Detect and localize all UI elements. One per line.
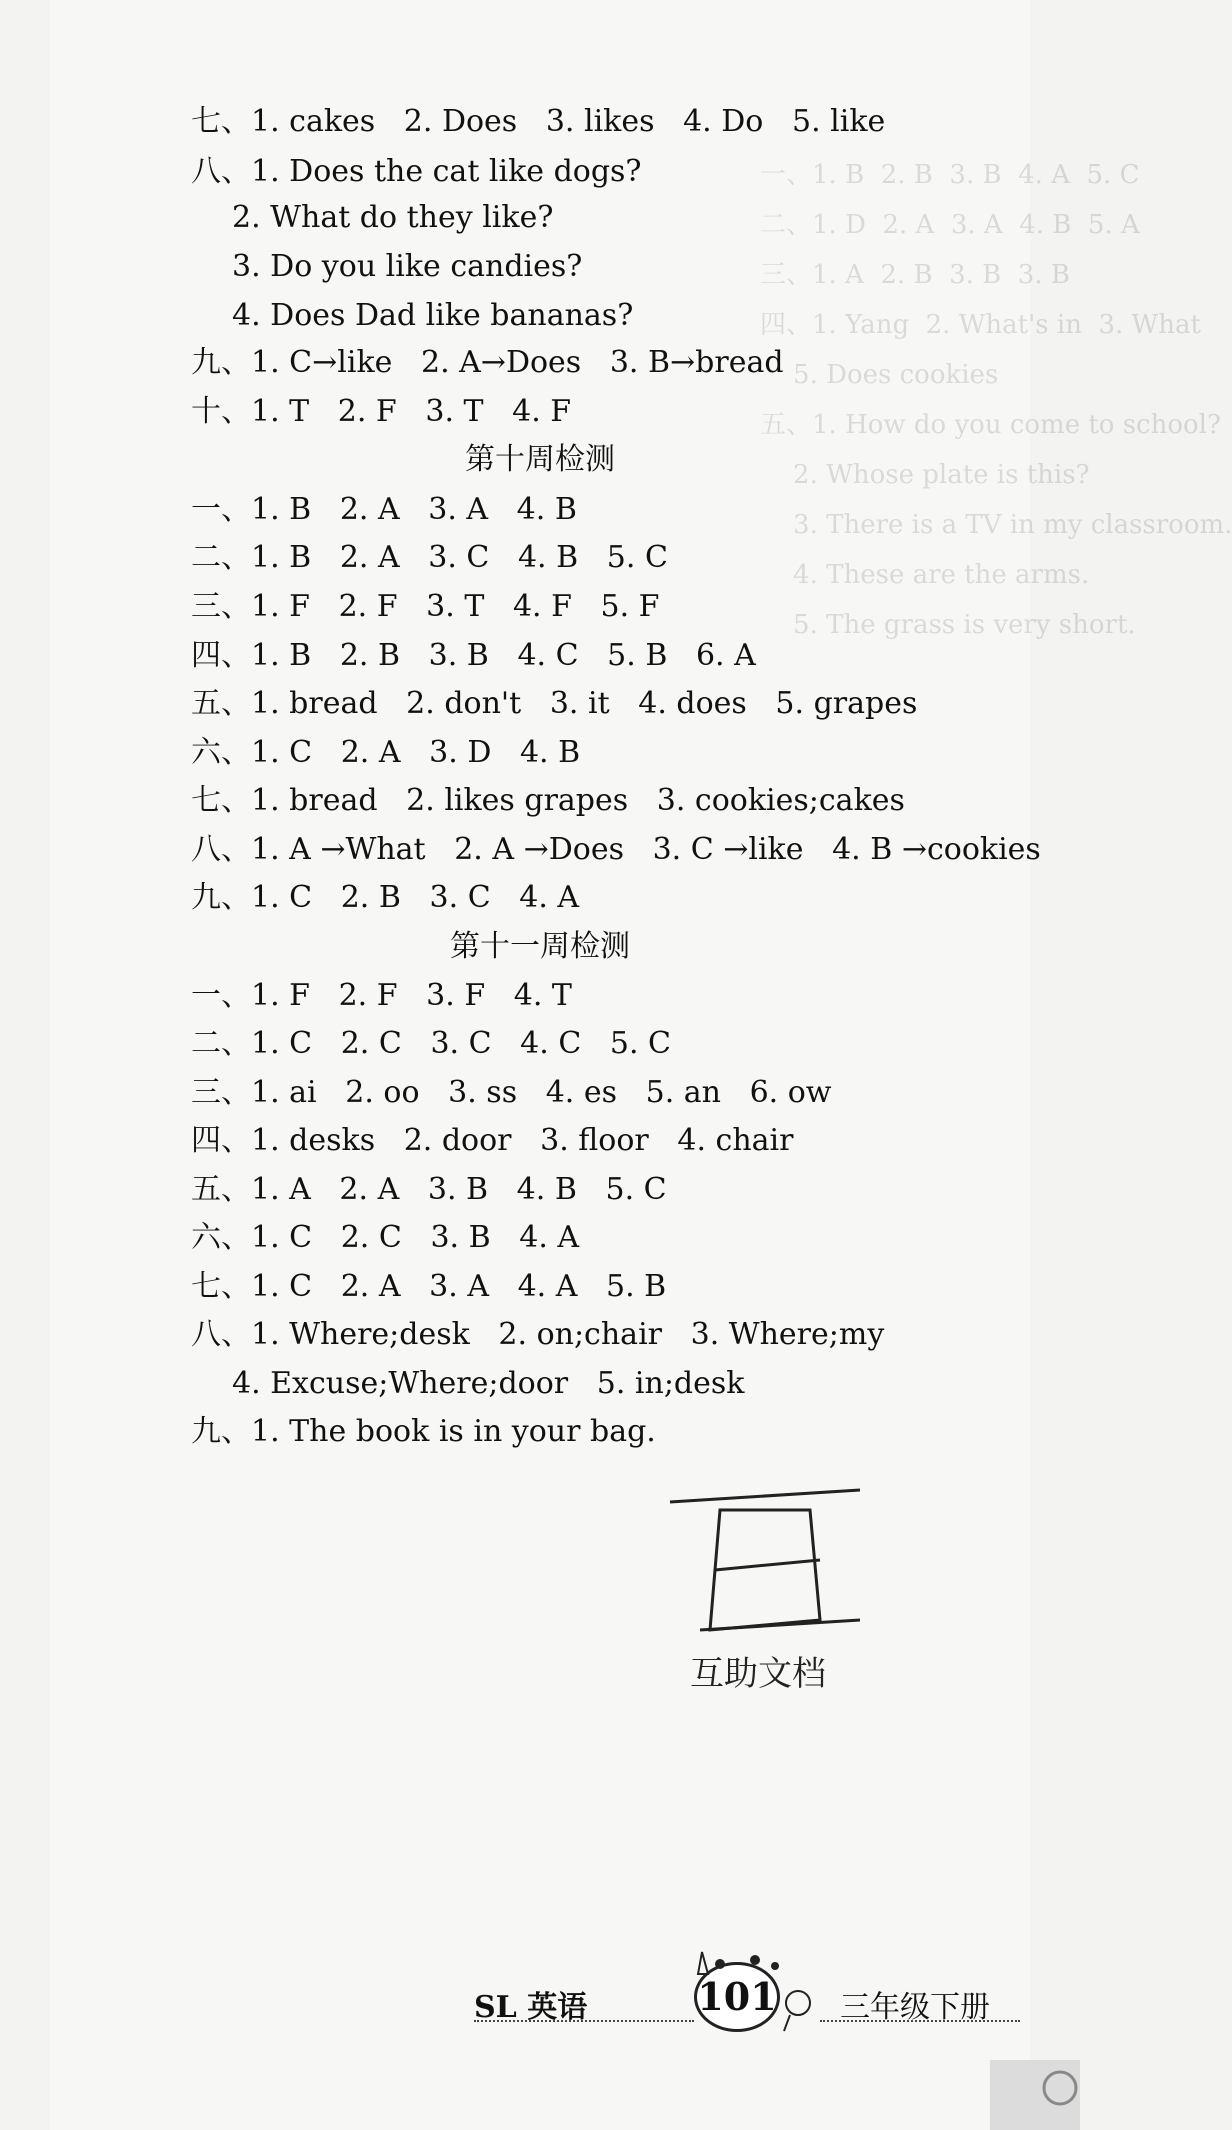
answer-line: 三、1. F 2. F 3. T 4. F 5. F (191, 589, 660, 624)
answer-line: 五、1. A 2. A 3. B 4. B 5. C (191, 1172, 667, 1207)
bleed-through-text: 一、1. B 2. B 3. B 4. A 5. C 二、1. D 2. A 3. A 4. B 5. A 三、1. A 2. B 3. B 3. B 四、1. Yang 2. What's in 3. What 5. Does cookies 五、1. How do you come to school? 2. Whose plate is this? 3. There is a TV in my classroom. 4. These are the arms. 5. The grass is very short. (760, 160, 1232, 640)
footer-subject: SL 英语 (474, 1990, 588, 2025)
answer-line: 十、1. T 2. F 3. T 4. F (191, 394, 572, 429)
answer-line: 四、1. B 2. B 3. B 4. C 5. B 6. A (191, 638, 756, 673)
answer-line: 二、1. B 2. A 3. C 4. B 5. C (191, 540, 668, 575)
answer-line: 六、1. C 2. C 3. B 4. A (191, 1220, 580, 1255)
answer-line: 七、1. bread 2. likes grapes 3. cookies;cakes (191, 783, 905, 818)
answer-line: 七、1. cakes 2. Does 3. likes 4. Do 5. like (191, 104, 886, 139)
stamp-logo (660, 1480, 880, 1700)
answer-line: 六、1. C 2. A 3. D 4. B (191, 735, 581, 770)
footer-grade: 三年级下册 (840, 1990, 990, 2025)
answer-line: 八、1. Where;desk 2. on;chair 3. Where;my (191, 1317, 885, 1352)
footer-divider (474, 2020, 694, 2022)
answer-line: 四、1. desks 2. door 3. floor 4. chair (191, 1123, 794, 1158)
stamp-text: 互助文档 (690, 1654, 826, 1694)
answer-line: 九、1. C→like 2. A→Does 3. B→bread (191, 345, 784, 380)
answer-line: 3. Do you like candies? (232, 249, 583, 284)
page-number-badge: 101 (694, 1962, 780, 2032)
answer-line: 4. Does Dad like bananas? (232, 298, 634, 333)
section-title-week10: 第十周检测 (465, 442, 615, 477)
answer-line: 三、1. ai 2. oo 3. ss 4. es 5. an 6. ow (191, 1075, 832, 1110)
answer-line: 八、1. A →What 2. A →Does 3. C →like 4. B →cookies (191, 832, 1041, 867)
magnifier-icon (780, 1985, 820, 2035)
badge-decoration-icon (680, 1948, 800, 1978)
answer-line: 一、1. F 2. F 3. F 4. T (191, 978, 572, 1013)
answer-line: 八、1. Does the cat like dogs? (191, 154, 642, 189)
answer-line: 七、1. C 2. A 3. A 4. A 5. B (191, 1269, 667, 1304)
answer-line: 2. What do they like? (232, 200, 554, 235)
answer-line: 一、1. B 2. A 3. A 4. B (191, 492, 577, 527)
answer-line: 五、1. bread 2. don't 3. it 4. does 5. grapes (191, 686, 918, 721)
answer-line: 九、1. The book is in your bag. (191, 1414, 656, 1449)
answer-line: 二、1. C 2. C 3. C 4. C 5. C (191, 1026, 671, 1061)
section-title-week11: 第十一周检测 (450, 929, 630, 964)
answer-line: 九、1. C 2. B 3. C 4. A (191, 880, 580, 915)
answer-line: 4. Excuse;Where;door 5. in;desk (232, 1366, 745, 1401)
watermark-logo (990, 2060, 1080, 2130)
